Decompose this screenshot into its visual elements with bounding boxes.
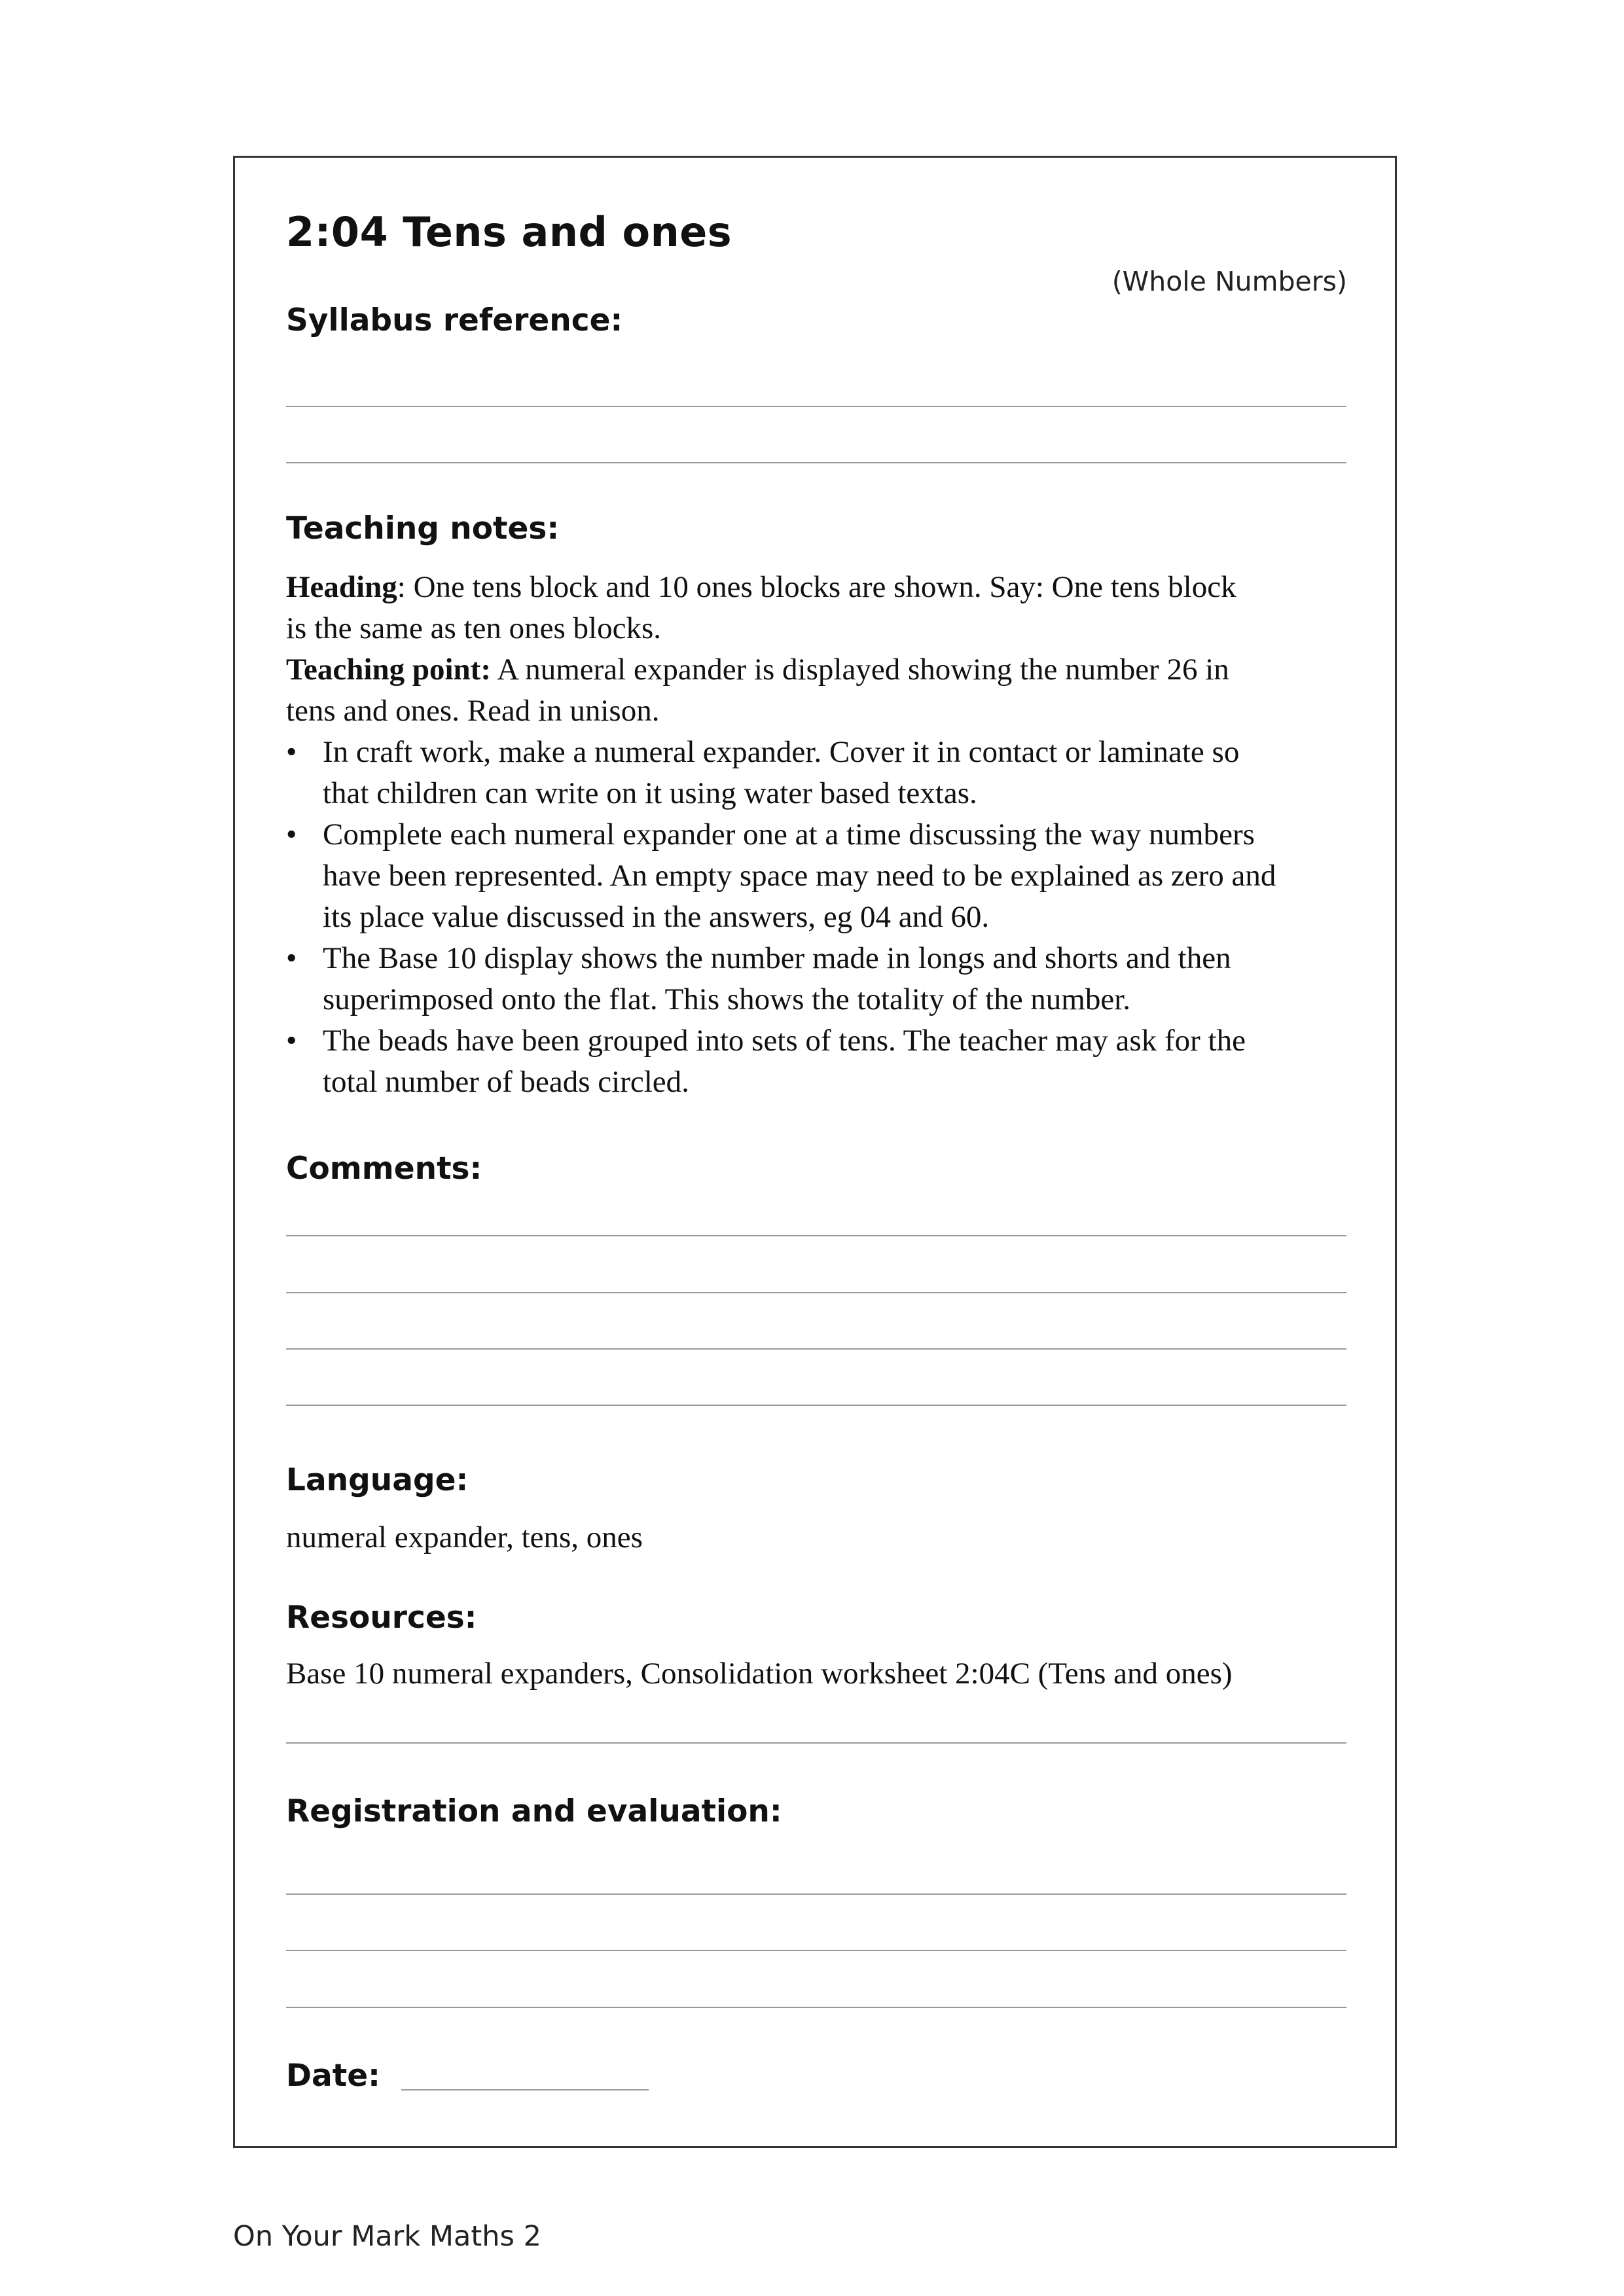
comments-line-4	[286, 1405, 1346, 1406]
list-item	[286, 1020, 1360, 1103]
list-item	[286, 814, 1360, 938]
bullet-icon: •	[286, 817, 297, 852]
comments-line-2	[286, 1292, 1346, 1293]
list-item-line: Complete each numeral expander one at a time discussing the way numbers	[323, 817, 1255, 852]
list-item-line: superimposed onto the flat. This shows the totality of the number.	[323, 982, 1131, 1016]
teaching-point-line-2: tens and ones. Read in unison.	[286, 694, 660, 728]
syllabus-reference-label: Syllabus reference:	[286, 302, 623, 338]
bullet-icon: •	[286, 941, 297, 975]
list-item	[286, 938, 1360, 1020]
date-field-line	[401, 2089, 649, 2090]
list-item-line: have been represented. An empty space may need to be explained as zero and	[323, 859, 1276, 893]
resources-text: Base 10 numeral expanders, Consolidation worksheet 2:04C (Tens and ones)	[286, 1657, 1233, 1691]
teaching-notes-body	[286, 567, 1360, 1103]
heading-note-text-1: : One tens block and 10 ones blocks are shown. Say: One tens block	[397, 570, 1236, 604]
strand-label: (Whole Numbers)	[1111, 266, 1347, 297]
list-item-line: that children can write on it using water based textas.	[323, 776, 977, 810]
bullet-icon: •	[286, 735, 297, 769]
teaching-point-text-1: A numeral expander is displayed showing the number 26 in	[490, 653, 1229, 687]
language-label: Language:	[286, 1462, 469, 1498]
comments-label: Comments:	[286, 1151, 482, 1187]
resources-line	[286, 1742, 1346, 1744]
syllabus-line-2	[286, 462, 1346, 463]
language-text: numeral expander, tens, ones	[286, 1520, 643, 1554]
heading-note-line-2: is the same as ten ones blocks.	[286, 611, 662, 645]
page-footer: On Your Mark Maths 2	[233, 2220, 541, 2253]
list-item-line: In craft work, make a numeral expander. Cover it in contact or laminate so	[323, 735, 1240, 769]
registration-label: Registration and evaluation:	[286, 1793, 782, 1829]
heading-note-line-1	[286, 567, 1360, 608]
date-label: Date:	[286, 2058, 380, 2094]
teaching-point-line-1	[286, 649, 1360, 691]
registration-line-2	[286, 1950, 1346, 1951]
list-item-line: its place value discussed in the answers, eg 04 and 60.	[323, 900, 990, 934]
resources-label: Resources:	[286, 1600, 477, 1636]
page-title: 2:04 Tens and ones	[286, 208, 732, 256]
comments-line-1	[286, 1235, 1346, 1236]
registration-line-3	[286, 2007, 1346, 2008]
list-item-line: The Base 10 display shows the number made in longs and shorts and then	[323, 941, 1231, 975]
teaching-notes-list	[286, 732, 1360, 1103]
bullet-icon: •	[286, 1024, 297, 1058]
comments-line-3	[286, 1348, 1346, 1350]
teaching-notes-label: Teaching notes:	[286, 511, 560, 547]
teaching-point-label: Teaching point:	[286, 653, 491, 687]
list-item	[286, 732, 1360, 814]
syllabus-line-1	[286, 406, 1346, 407]
heading-note-label: Heading	[286, 570, 397, 604]
registration-line-1	[286, 1893, 1346, 1895]
list-item-line: The beads have been grouped into sets of tens. The teacher may ask for the	[323, 1024, 1246, 1058]
list-item-line: total number of beads circled.	[323, 1065, 689, 1099]
